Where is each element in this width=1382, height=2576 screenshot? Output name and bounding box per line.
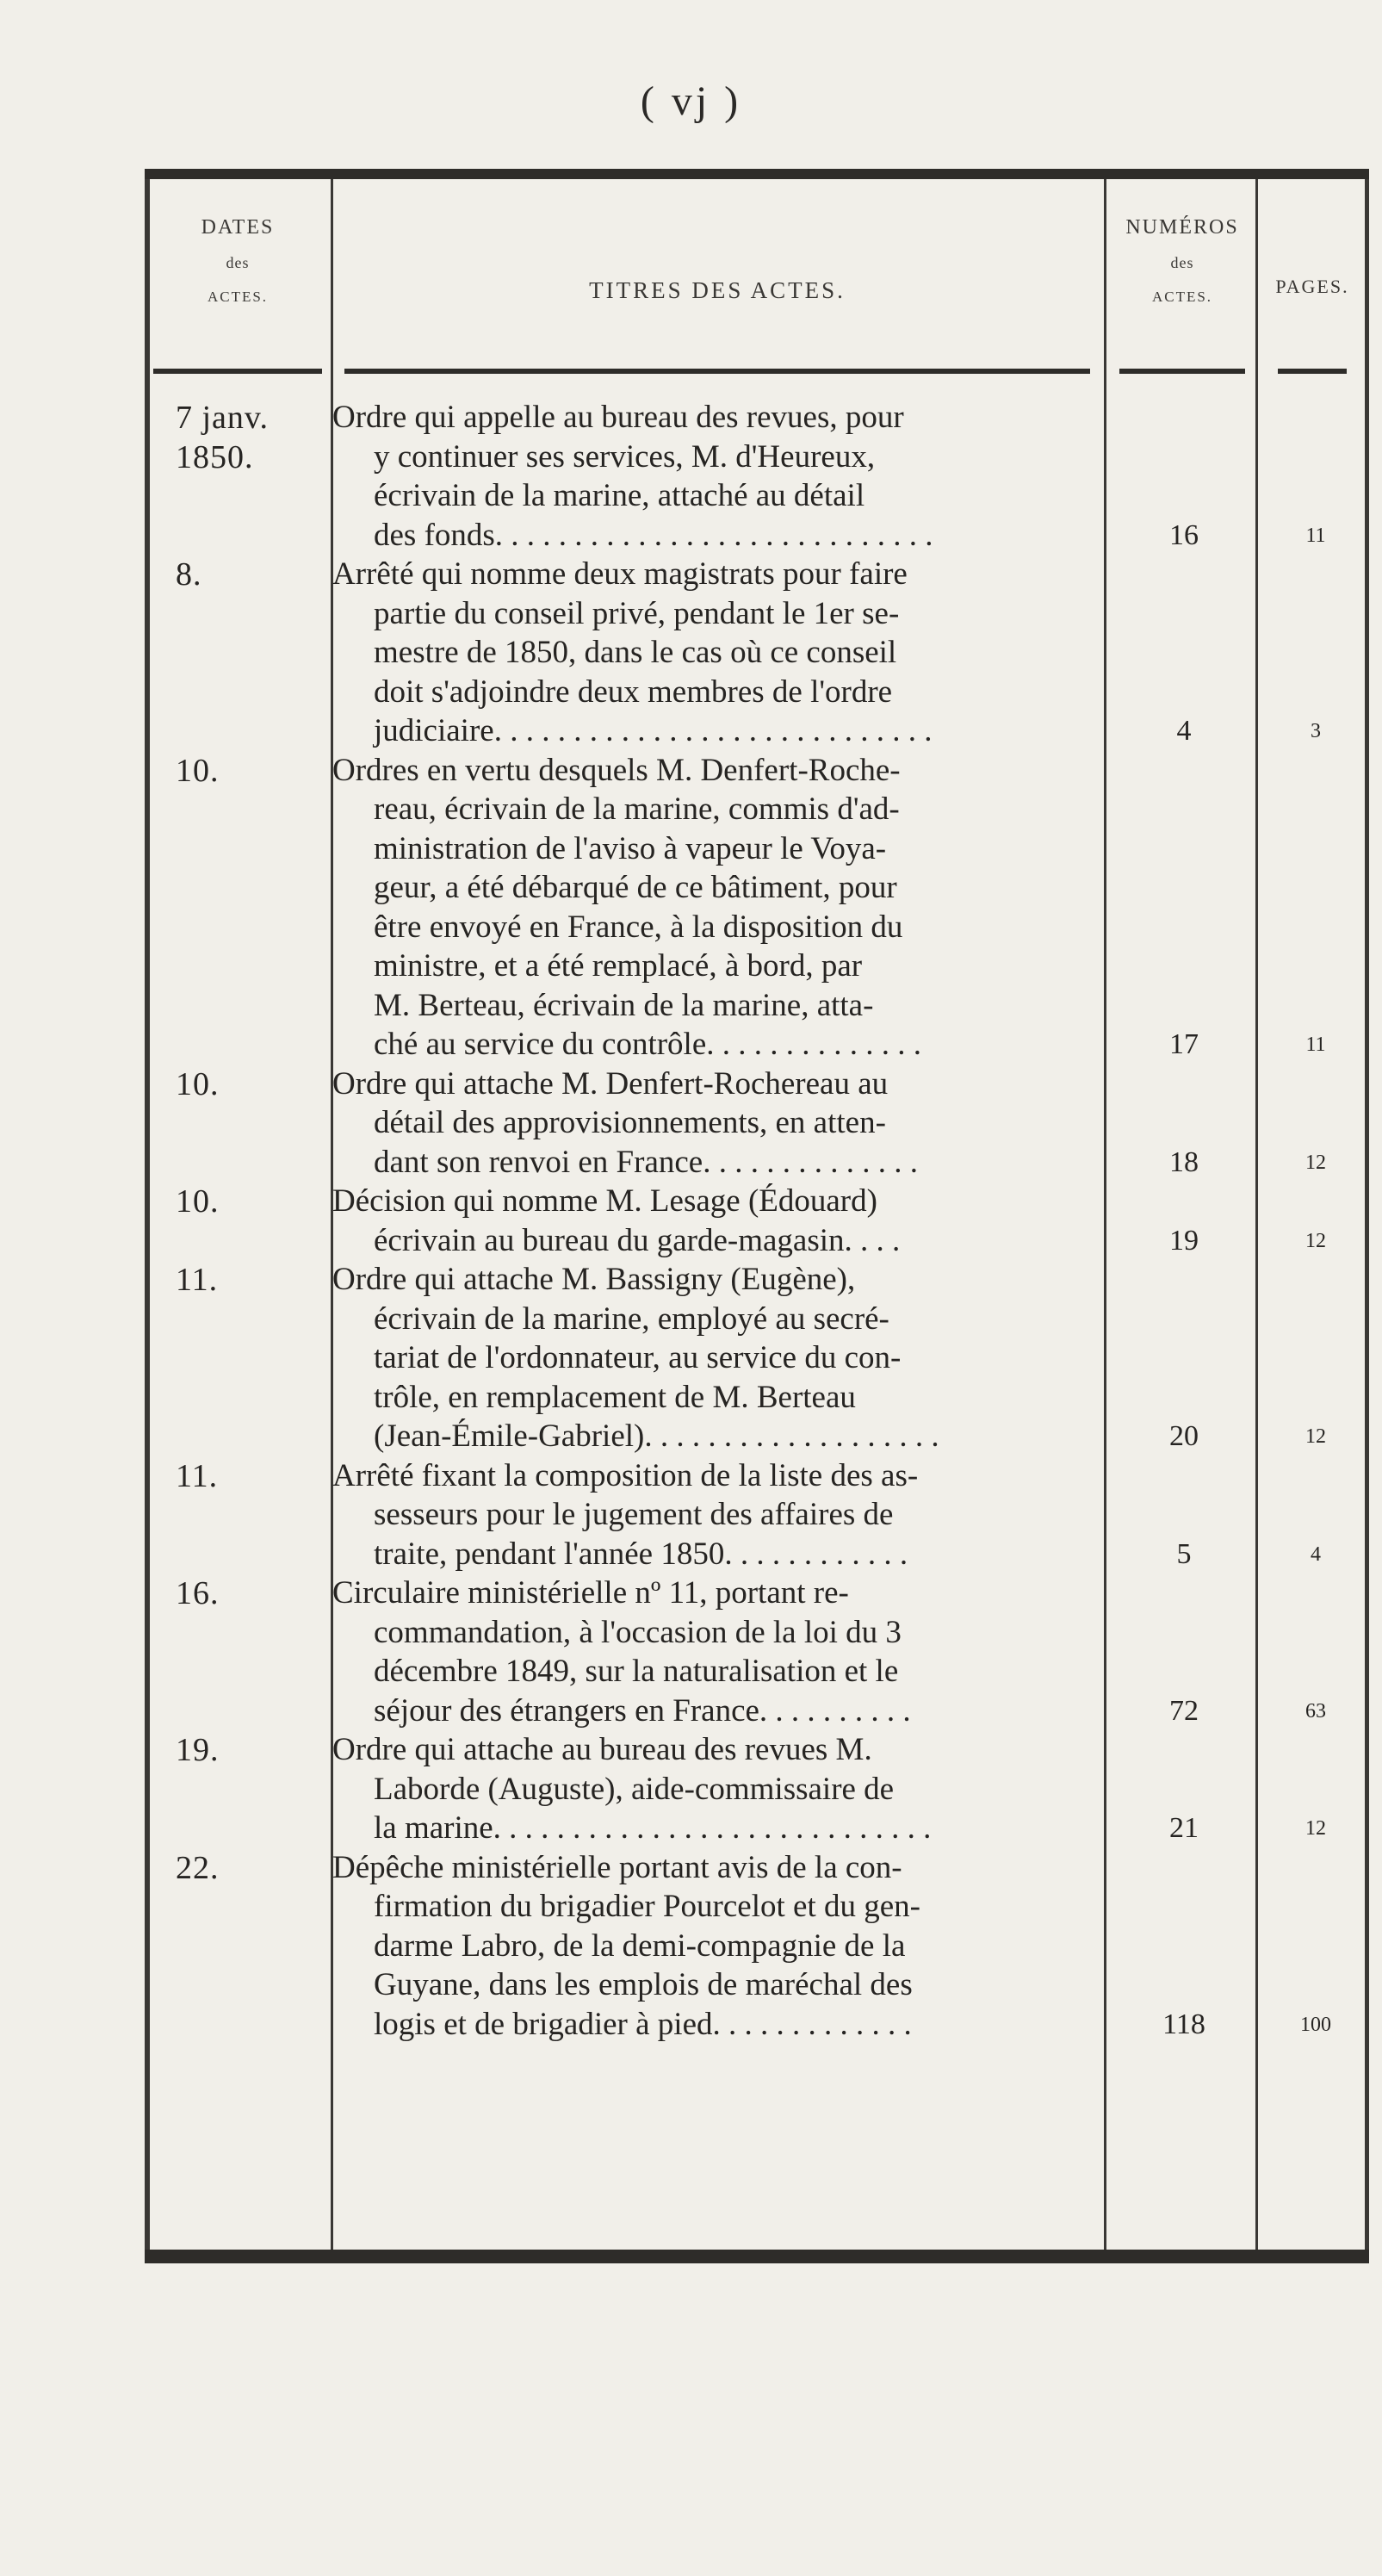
entry-date: 10. — [176, 1183, 220, 1220]
entry-page: 100 — [1300, 2013, 1331, 2036]
entry-numero: 118 — [1162, 2008, 1205, 2040]
entry-title-line: logis et de brigadier à pied. . . . . . . . . . . . . — [374, 2006, 912, 2042]
entry-page: 12 — [1305, 1817, 1326, 1840]
entry-title-line: décembre 1849, sur la naturalisation et le — [374, 1654, 899, 1689]
entry-title-line: Ordres en vertu desquels M. Denfert-Roche- — [332, 752, 901, 788]
entry-numero: 16 — [1169, 518, 1199, 551]
header-numeros-label: NUMÉROS — [1125, 216, 1239, 239]
entry-title-line: Ordre qui appelle au bureau des revues, pour — [332, 400, 904, 435]
entry-title-line: partie du conseil privé, pendant le 1er se- — [374, 595, 900, 631]
entry-page: 11 — [1305, 524, 1326, 547]
entry-title-line: Circulaire ministérielle nº 11, portant re- — [332, 1575, 849, 1611]
entry-page: 3 — [1311, 720, 1321, 742]
entry-title-line: détail des approvisionnements, en atten- — [374, 1105, 886, 1140]
entry-page: 12 — [1305, 1425, 1326, 1448]
header-numeros-actes: ACTES. — [1151, 289, 1213, 305]
entry-date: 8. — [176, 556, 202, 593]
header-numeros-des: des — [1170, 254, 1194, 271]
column-divider-numeros — [1255, 179, 1258, 2255]
header-titres: TITRES DES ACTES. — [589, 277, 846, 303]
entry-title-line: Décision qui nomme M. Lesage (Édouard) — [332, 1183, 877, 1219]
entry-title-line: traite, pendant l'année 1850. . . . . . . . . . . . — [374, 1536, 908, 1572]
entry-title-line: ministration de l'aviso à vapeur le Voya- — [374, 830, 887, 866]
header-dates-label: DATES — [201, 216, 275, 239]
entry-title-line: Arrêté qui nomme deux magistrats pour faire — [332, 556, 908, 592]
entry-numero: 5 — [1176, 1537, 1192, 1570]
entry-date: 10. — [176, 752, 220, 789]
entry-title-line: tariat de l'ordonnateur, au service du con- — [374, 1340, 902, 1375]
entry-title-line: doit s'adjoindre deux membres de l'ordre — [374, 673, 893, 710]
entry-title-line: y continuer ses services, M. d'Heureux, — [374, 438, 876, 475]
entry-title-line: dant son renvoi en France. . . . . . . . . . . . . . — [374, 1144, 918, 1180]
entry-date-year: 1850. — [176, 438, 254, 475]
header-dates-actes: ACTES. — [207, 289, 269, 305]
entry-title-line: séjour des étrangers en France. . . . . . . . . . — [374, 1692, 911, 1729]
entry-title — [332, 1065, 1090, 1182]
header-numeros — [1111, 217, 1254, 304]
entry-date: 16. — [176, 1575, 220, 1611]
entry-title — [332, 555, 1090, 751]
entry-page: 12 — [1305, 1151, 1326, 1174]
header-rule-titres — [344, 369, 1090, 374]
entry-title-line: ministre, et a été remplacé, à bord, par — [374, 948, 863, 984]
bottom-rule — [145, 2250, 1369, 2263]
right-border — [1365, 179, 1369, 2251]
entry-title — [332, 1730, 1090, 1848]
entry-title-line: reau, écrivain de la marine, commis d'ad- — [374, 791, 900, 827]
entry-title-line: (Jean-Émile-Gabriel). . . . . . . . . . . . . . . . . . . — [374, 1418, 939, 1454]
entry-title-line: écrivain de la marine, attaché au détail — [374, 478, 865, 513]
entry-title-line: mestre de 1850, dans le cas où ce conseil — [374, 635, 897, 670]
entry-numero: 17 — [1169, 1028, 1199, 1060]
entry-title-line: Ordre qui attache M. Denfert-Rochereau au — [332, 1065, 889, 1102]
top-rule — [145, 169, 1369, 179]
entry-page: 12 — [1305, 1229, 1326, 1252]
entry-title — [332, 1182, 1090, 1260]
entry-title — [332, 1456, 1090, 1574]
entry-title-line: la marine. . . . . . . . . . . . . . . . . . . . . . . . . . . . — [374, 1810, 932, 1846]
entry-title-line: firmation du brigadier Pourcelot et du gen- — [374, 1889, 920, 1924]
entry-date: 11. — [176, 1262, 219, 1298]
entry-title — [332, 751, 1090, 1065]
entry-title-line: Arrêté fixant la composition de la liste des as- — [332, 1457, 919, 1493]
header-dates — [153, 217, 322, 304]
header-rule-dates — [153, 369, 322, 374]
entry-title-line: darme Labro, de la demi-compagnie de la — [374, 1927, 906, 1964]
entry-title-line: écrivain de la marine, employé au secré- — [374, 1300, 889, 1337]
page-folio: ( vj ) — [640, 78, 742, 124]
entry-numero: 4 — [1176, 715, 1192, 747]
column-divider-titres — [1104, 179, 1106, 2255]
header-rule-numeros — [1119, 369, 1245, 374]
entry-date: 11. — [176, 1457, 219, 1494]
header-dates-des: des — [226, 254, 250, 271]
entry-date: 10. — [176, 1065, 220, 1102]
entry-page: 11 — [1305, 1034, 1326, 1056]
entry-title — [332, 1574, 1090, 1730]
entry-numero: 20 — [1169, 1420, 1199, 1452]
entry-title-line: Ordre qui attache au bureau des revues M. — [332, 1732, 872, 1767]
entry-numero: 72 — [1169, 1694, 1199, 1727]
entry-title-line: geur, a été débarqué de ce bâtiment, pour — [374, 870, 897, 905]
entry-page: 4 — [1311, 1542, 1321, 1566]
entry-title-line: judiciaire. . . . . . . . . . . . . . . . . . . . . . . . . . . . — [374, 713, 933, 748]
entry-date: 22. — [176, 1849, 220, 1886]
entry-title-line: Ordre qui attache M. Bassigny (Eugène), — [332, 1262, 856, 1297]
entry-numero: 18 — [1169, 1145, 1199, 1178]
entry-title-line: Guyane, dans les emplois de maréchal des — [374, 1967, 913, 2002]
entry-numero: 19 — [1169, 1224, 1199, 1257]
entry-title-line: Laborde (Auguste), aide-commissaire de — [374, 1771, 895, 1807]
entry-title-line: écrivain au bureau du garde-magasin. . . . — [374, 1222, 901, 1258]
header-pages: PAGES. — [1275, 276, 1349, 297]
entry-numero: 21 — [1169, 1812, 1199, 1844]
left-border — [145, 179, 150, 2251]
entry-page: 63 — [1305, 1699, 1326, 1723]
entry-title — [332, 1260, 1090, 1456]
entry-date: 7 janv. — [176, 400, 269, 436]
entry-title-line: être envoyé en France, à la disposition du — [374, 909, 903, 945]
entry-title-line: Dépêche ministérielle portant avis de la con- — [332, 1849, 902, 1885]
entry-title-line: sesseurs pour le jugement des affaires de — [374, 1497, 894, 1532]
entry-title-line: ché au service du contrôle. . . . . . . . . . . . . . — [374, 1027, 922, 1062]
entry-title-line: M. Berteau, écrivain de la marine, atta- — [374, 987, 874, 1023]
entry-title — [332, 398, 1090, 555]
entry-title-line: des fonds. . . . . . . . . . . . . . . . . . . . . . . . . . . . — [374, 517, 933, 553]
entry-title — [332, 1848, 1090, 2045]
entry-title-line: commandation, à l'occasion de la loi du 3 — [374, 1614, 902, 1650]
entry-date: 19. — [176, 1732, 220, 1768]
entry-title-line: trôle, en remplacement de M. Berteau — [374, 1379, 856, 1415]
header-rule-pages — [1278, 369, 1347, 374]
